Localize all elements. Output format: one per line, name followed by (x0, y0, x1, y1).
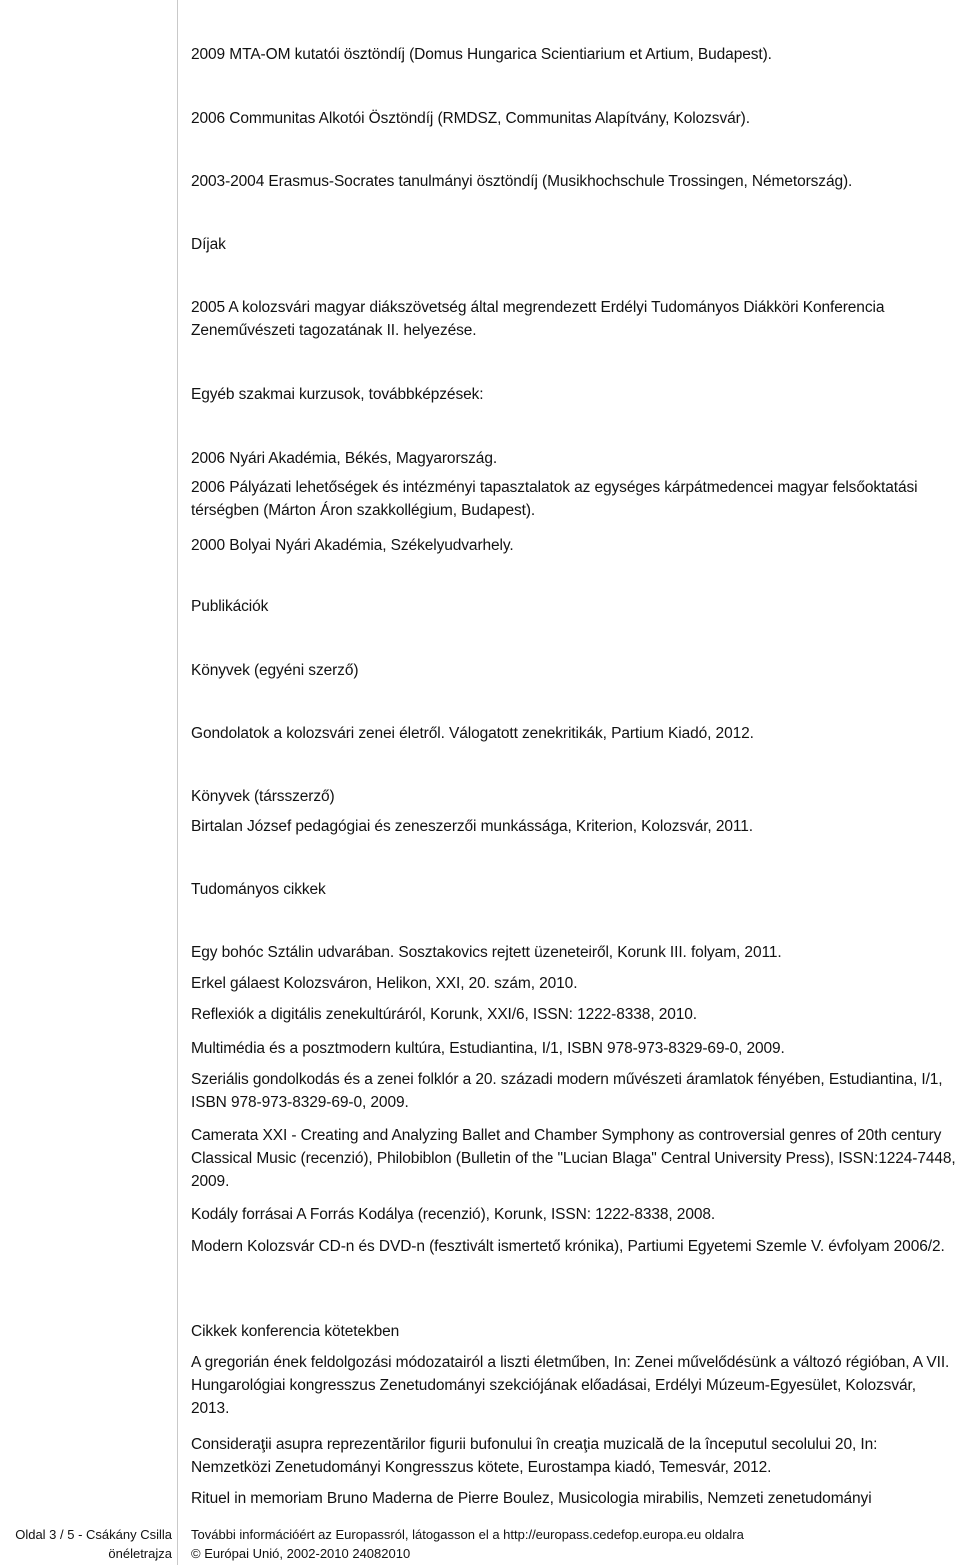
text-line: 2003-2004 Erasmus-Socrates tanulmányi ösztöndíj (Musikhochschule Trossingen, Németország). (191, 173, 853, 190)
text-line: Rituel in memoriam Bruno Maderna de Pierre Boulez, Musicologia mirabilis, Nemzeti zenetudományi (191, 1490, 872, 1507)
section-heading: Egyéb szakmai kurzusok, továbbképzések: (191, 386, 484, 403)
section-heading: Tudományos cikkek (191, 881, 326, 898)
text-line: 2005 A kolozsvári magyar diákszövetség által megrendezett Erdélyi Tudományos Diákköri Konferencia Zeneművészeti tagozatának II. helyezése. (191, 299, 885, 339)
text-line: 2009 MTA-OM kutatói ösztöndíj (Domus Hungarica Scientiarium et Artium, Budapest). (191, 46, 772, 63)
text-line: Egy bohóc Sztálin udvarában. Sosztakovics rejtett üzeneteiről, Korunk III. folyam, 2011. (191, 944, 782, 961)
text-line: 2006 Pályázati lehetőségek és intézményi tapasztalatok az egységes kárpátmedencei magyar felsőoktatási térségben (Márton Áron szakkollégium, Budapest). (191, 479, 918, 519)
section-heading: Könyvek (társszerző) (191, 788, 335, 805)
copyright: © Európai Unió, 2002-2010 24082010 (191, 1546, 411, 1561)
page-footer-left (0, 1525, 172, 1563)
text-line: Gondolatok a kolozsvári zenei életről. Válogatott zenekritikák, Partium Kiadó, 2012. (191, 725, 754, 742)
text-line: Modern Kolozsvár CD-n és DVD-n (fesztivált ismertető krónika), Partiumi Egyetemi Szemle V. évfolyam 2006/2. (191, 1238, 945, 1255)
text-line: Reflexiók a digitális zenekultúráról, Korunk, XXI/6, ISSN: 1222-8338, 2010. (191, 1006, 698, 1023)
text-line: Erkel gálaest Kolozsváron, Helikon, XXI, 20. szám, 2010. (191, 975, 578, 992)
text-line: 2006 Nyári Akadémia, Békés, Magyarország. (191, 450, 498, 467)
text-line: Camerata XXI - Creating and Analyzing Ballet and Chamber Symphony as controversial genres of 20th century Classical Music (recenzió), Philobiblon (Bulletin of the "Lucian Blaga" Central University Press), ISSN:1224-7448, 2009. (191, 1127, 956, 1190)
text-line: Szeriális gondolkodás és a zenei folklór a 20. századi modern művészeti áramlatok fényében, Estudiantina, I/1, ISBN 978-973-8329-69-0, 2009. (191, 1071, 943, 1111)
text-line: Multimédia és a posztmodern kultúra, Estudiantina, I/1, ISBN 978-973-8329-69-0, 2009. (191, 1040, 785, 1057)
text-line: 2000 Bolyai Nyári Akadémia, Székelyudvarhely. (191, 537, 514, 554)
page-number: Oldal 3 / 5 - Csákány Csilla (15, 1527, 172, 1542)
text-line: Consideraţii asupra reprezentărilor figurii bufonului în creaţia muzicală de la începutul secolului 20, In: Nemzetközi Zenetudományi Kongresszus kötete, Eurostampa kiadó, Temesvár, 2012. (191, 1436, 878, 1476)
text-line: 2006 Communitas Alkotói Ösztöndíj (RMDSZ, Communitas Alapítvány, Kolozsvár). (191, 110, 750, 127)
text-line: A gregorián ének feldolgozási módozatairól a liszti életműben, In: Zenei művelődésünk a változó régióban, A VII. Hungarológiai kongresszus Zenetudományi szekciójának előadásai, Erdélyi Múzeum-Egyesület, Kolozsvár, 2013. (191, 1354, 950, 1417)
section-heading: Publikációk (191, 598, 269, 615)
text-line: Birtalan József pedagógiai és zeneszerzői munkássága, Kriterion, Kolozsvár, 2011. (191, 818, 753, 835)
section-heading: Cikkek konferencia kötetekben (191, 1323, 400, 1340)
document-title: önéletrajza (108, 1546, 172, 1561)
column-divider (177, 0, 178, 1565)
section-heading: Könyvek (egyéni szerző) (191, 662, 359, 679)
page-footer-right (191, 1525, 951, 1563)
europass-info: További információért az Europassról, látogasson el a http://europass.cedefop.europa.eu oldalra (191, 1527, 744, 1542)
section-heading: Díjak (191, 236, 226, 253)
text-line: Kodály forrásai A Forrás Kodálya (recenzió), Korunk, ISSN: 1222-8338, 2008. (191, 1206, 716, 1223)
